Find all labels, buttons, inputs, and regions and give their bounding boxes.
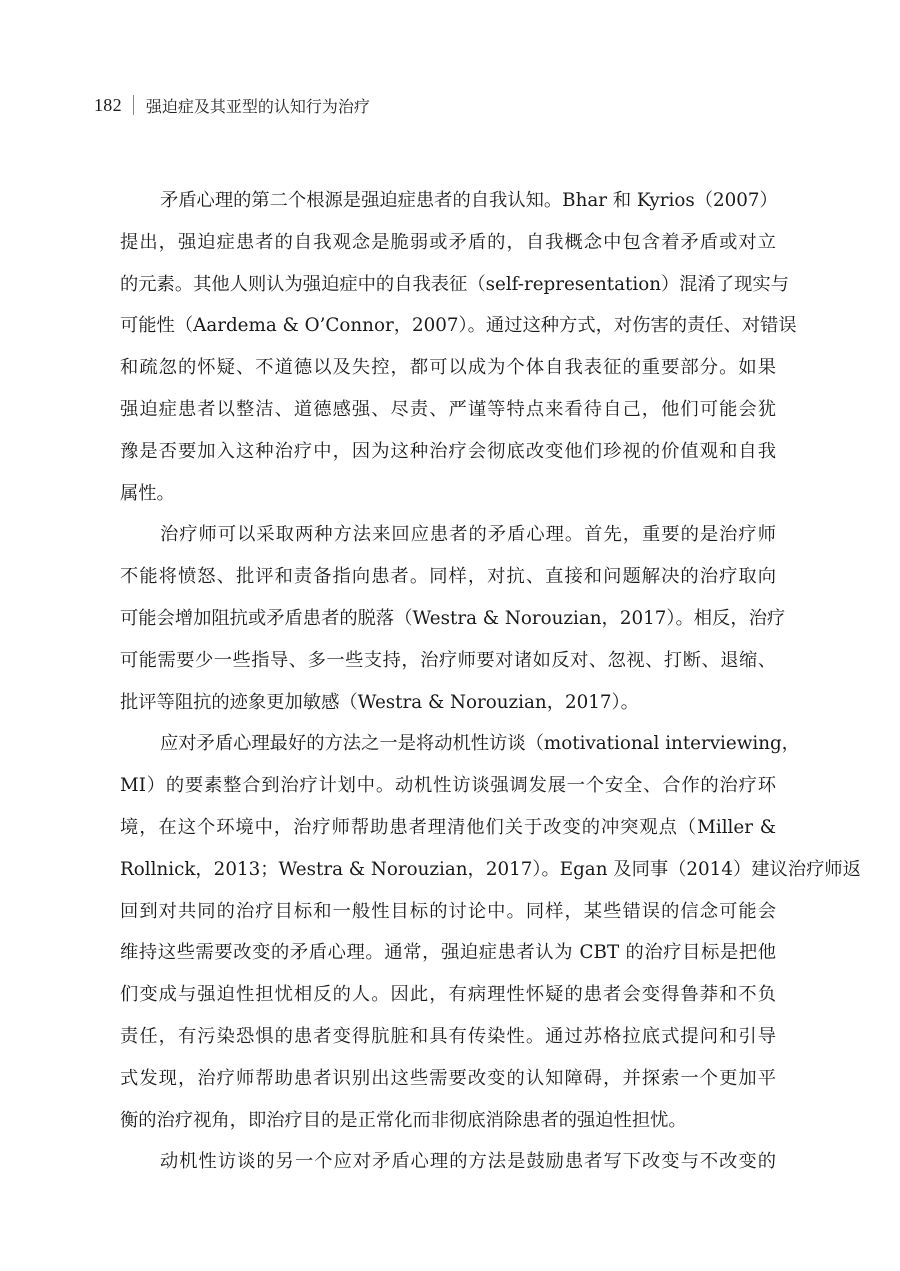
text-line: 和疏忽的怀疑、不道德以及失控，都可以成为个体自我表征的重要部分。如果	[120, 357, 776, 379]
paragraph-3	[120, 723, 861, 1141]
text-line: 豫是否要加入这种治疗中，因为这种治疗会彻底改变他们珍视的价值观和自我	[120, 440, 776, 462]
text-line: 可能会增加阻抗或矛盾患者的脱落（Westra & Norouzian，2017）。相反，治疗	[120, 607, 786, 629]
text-line: 应对矛盾心理最好的方法之一是将动机性访谈（motivational interviewing，	[160, 733, 800, 755]
text-line: 可能需要少一些指导、多一些支持，治疗师要对诸如反对、忽视、打断、退缩、	[120, 649, 776, 671]
text-line: 们变成与强迫性担忧相反的人。因此，有病理性怀疑的患者会变得鲁莽和不负	[120, 984, 776, 1006]
page-number: 182	[94, 94, 122, 115]
text-line: 回到对共同的治疗目标和一般性目标的讨论中。同样，某些错误的信念可能会	[120, 900, 776, 922]
paragraph-1	[120, 180, 797, 514]
text-line: 提出，强迫症患者的自我观念是脆弱或矛盾的，自我概念中包含着矛盾或对立	[120, 231, 776, 253]
header-divider	[133, 95, 134, 115]
text-line: 属性。	[120, 482, 175, 504]
text-line: 的元素。其他人则认为强迫症中的自我表征（self-representation）混淆了现实与	[120, 273, 789, 295]
text-line: 矛盾心理的第二个根源是强迫症患者的自我认知。Bhar 和 Kyrios（2007）	[160, 190, 778, 211]
text-line: 维持这些需要改变的矛盾心理。通常，强迫症患者认为 CBT 的治疗目标是把他	[120, 942, 776, 964]
text-line: 不能将愤怒、批评和责备指向患者。同样，对抗、直接和问题解决的治疗取向	[120, 566, 776, 588]
text-line: Rollnick，2013；Westra & Norouzian，2017）。Egan 及同事（2014）建议治疗师返	[120, 858, 861, 880]
text-line: 动机性访谈的另一个应对矛盾心理的方法是鼓励患者写下改变与不改变的	[160, 1151, 776, 1173]
text-line: 式发现，治疗师帮助患者识别出这些需要改变的认知障碍，并探索一个更加平	[120, 1067, 776, 1089]
text-line: 批评等阻抗的迹象更加敏感（Westra & Norouzian，2017）。	[120, 691, 639, 713]
text-line: 强迫症患者以整洁、道德感强、尽责、严谨等特点来看待自己，他们可能会犹	[120, 398, 776, 420]
text-line: 境，在这个环境中，治疗师帮助患者理清他们关于改变的冲突观点（Miller &	[120, 816, 776, 838]
paragraph-2	[120, 514, 786, 723]
page-header	[94, 92, 370, 118]
text-line: 责任，有污染恐惧的患者变得肮脏和具有传染性。通过苏格拉底式提问和引导	[120, 1025, 776, 1047]
running-title: 强迫症及其亚型的认知行为治疗	[145, 96, 370, 116]
body-text	[120, 180, 861, 1183]
text-line: MI）的要素整合到治疗计划中。动机性访谈强调发展一个安全、合作的治疗环	[120, 775, 776, 797]
text-line: 衡的治疗视角，即治疗目的是正常化而非彻底消除患者的强迫性担忧。	[120, 1109, 687, 1131]
text-line: 可能性（Aardema & O’Connor，2007）。通过这种方式，对伤害的责任、对错误	[120, 315, 797, 337]
text-line: 治疗师可以采取两种方法来回应患者的矛盾心理。首先，重要的是治疗师	[160, 524, 776, 546]
paragraph-4	[120, 1141, 776, 1183]
